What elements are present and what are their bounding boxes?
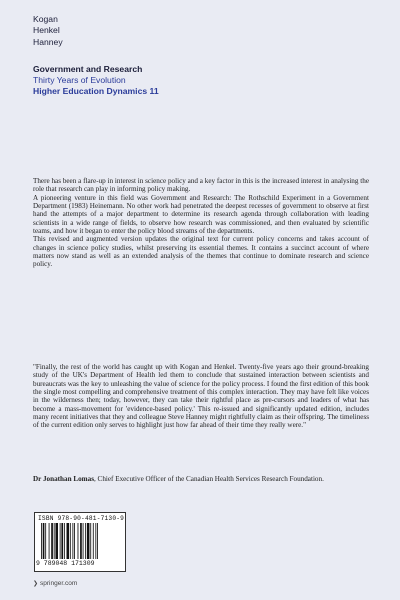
title-block xyxy=(33,64,373,98)
description xyxy=(33,177,369,269)
springer-horse-icon: ❯ xyxy=(33,581,39,587)
description-paragraph: This revised and augmented version updates the original text for current policy concerns and takes account of changes in science policy studies, whilst preserving its essential themes. It contains a succinct account of where matters now stand as well as an extended analysis of the themes that continue to dominate research and science policy. xyxy=(33,235,369,269)
series-name: Higher Education Dynamics 11 xyxy=(33,86,159,97)
description-paragraph: A pioneering venture in this field was Government and Research: The Rothschild Experiment in a Government Department (1983) Heinemann. No other work had penetrated the deepest recesses of government to observe at first hand the attempts of a major department to determine its research agenda through collaboration with leading scientists in a wide range of fields, to observe how research was commissioned, and then evaluated by scientific teams, and how it began to enter the policy blood streams of the departments. xyxy=(33,193,369,236)
author-list xyxy=(33,14,373,48)
author-name: Hanney xyxy=(33,36,63,47)
description-paragraph: There has been a flare-up in interest in science policy and a key factor in this is the increased interest in analysing the role that research can play in informing policy making. xyxy=(33,177,369,194)
barcode-bars xyxy=(41,523,119,559)
endorsement-quote: "Finally, the rest of the world has caught up with Kogan and Henkel. Twenty-five years ago their ground-breaking study of the UK's Department of Health led them to conclude that sustained interaction between scientists and bureaucrats was the key to unleashing the value of science for the policy process. I found the first edition of this book the single most compelling and comprehensive treatment of this complex interaction. They may have felt like voices in the wilderness then; today, however, they can take their rightful place as pre-cursors and leaders of what has become a mass-movement for 'evidence-based policy.' This re-issued and significantly updated edition, includes many recent initiatives that they and colleague Steve Hanney might rightfully claim as their offspring. The timeliness of the current edition only serves to highlight just how far ahead of their time they really were." xyxy=(33,363,369,430)
publisher-url: springer.com xyxy=(40,580,78,587)
isbn-label: ISBN 978-90-481-7130-9 xyxy=(38,515,125,522)
book-title: Government and Research xyxy=(33,63,143,74)
barcode xyxy=(34,512,126,572)
publisher-footer xyxy=(33,580,77,587)
barcode-digits: 9 789048 171309 xyxy=(36,560,95,567)
endorser-name: Dr Jonathan Lomas xyxy=(33,475,94,483)
endorser-role: , Chief Executive Officer of the Canadian Health Services Research Foundation. xyxy=(93,475,324,483)
author-name: Kogan xyxy=(33,14,58,24)
header-block xyxy=(33,14,373,98)
book-subtitle: Thirty Years of Evolution xyxy=(33,75,126,86)
author-name: Henkel xyxy=(33,25,60,36)
endorsement-attribution xyxy=(33,475,369,483)
